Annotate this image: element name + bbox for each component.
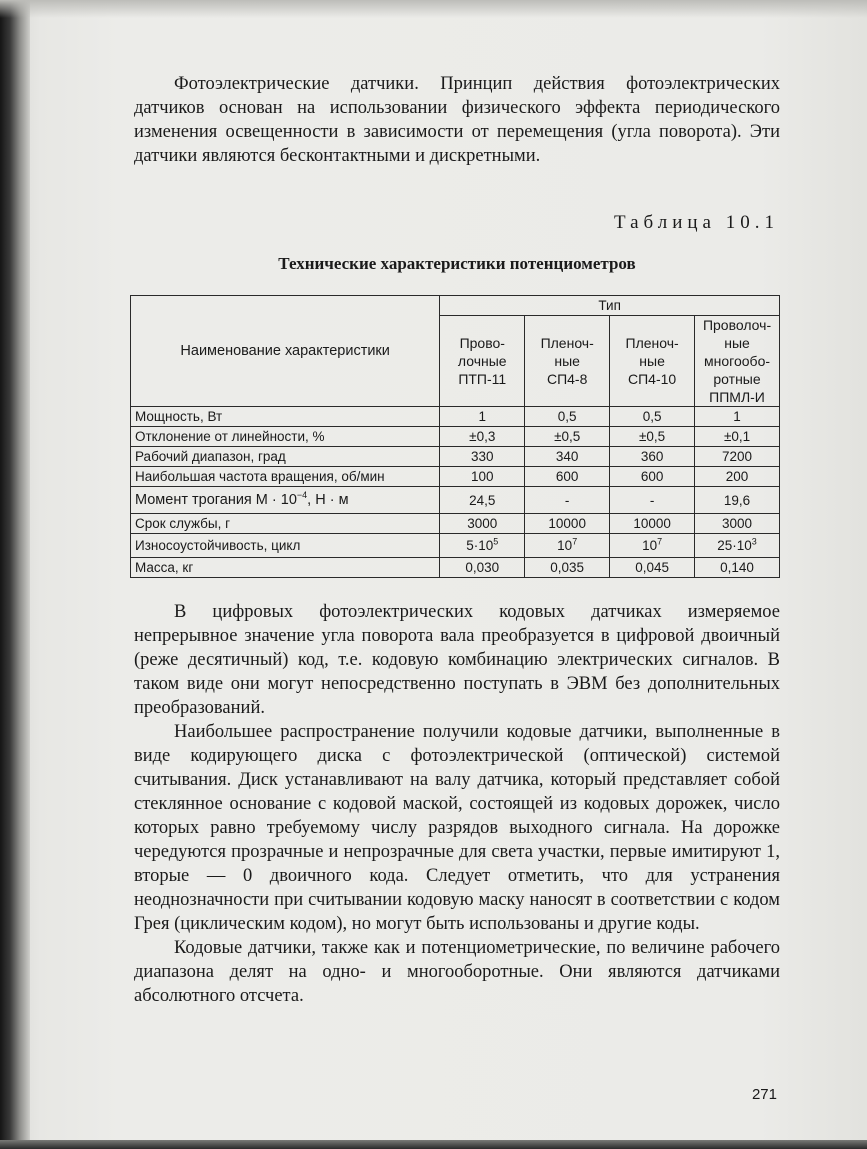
cell-value: ±0,1 <box>695 427 780 447</box>
cell-value-exponent: 3 <box>751 536 757 547</box>
cell-value: 0,5 <box>610 407 695 427</box>
page-number: 271 <box>751 1086 777 1103</box>
row-label-text: , Н · м <box>307 492 349 508</box>
cell-value: 330 <box>440 447 525 467</box>
row-label: Срок службы, г <box>131 514 440 534</box>
column-header-line: СП4-10 <box>628 371 677 387</box>
absolute-sensors-paragraph: Кодовые датчики, также как и потенциометрические, по величине рабочего диапазона делят на одно- и многооборотные. Они являются датчиками абсолютного отсчета. <box>134 938 780 1006</box>
cell-value-exponent: 7 <box>572 536 578 547</box>
row-label: Наибольшая частота вращения, об/мин <box>131 467 440 487</box>
row-label: Мощность, Вт <box>131 407 440 427</box>
intro-paragraph-text: Фотоэлектрические датчики. Принцип действия фотоэлектрических датчиков основан на использовании физического эффекта периодического изменения освещенности в зависимости от перемещения (угла поворота). Эти датчики являются бесконтактными и дискретными. <box>134 74 780 166</box>
table-row <box>131 427 780 447</box>
table-row <box>131 514 780 534</box>
row-label-exponent: −4 <box>296 490 308 501</box>
table-row <box>131 487 780 514</box>
column-header-sp4-10 <box>610 316 695 407</box>
column-header-line: ротные <box>713 371 761 387</box>
digital-sensors-paragraph: В цифровых фотоэлектрических кодовых датчиках измеряемое непрерывное значение угла поворота вала преобразуется в цифровой двоичный (реже десятичный) код, т.е. кодовую комбинацию электрических сигналов. В таком виде они могут непосредственно поступать в ЭВМ без дополнительных преобразований. <box>134 602 780 718</box>
cell-value-base: 5·10 <box>466 538 494 553</box>
cell-value: 200 <box>695 467 780 487</box>
row-label: Износоустойчивость, цикл <box>131 534 440 558</box>
column-header-line: ПТП-11 <box>458 371 507 387</box>
column-header-line: Проволоч- <box>702 317 772 333</box>
cell-value: ±0,3 <box>440 427 525 447</box>
cell-value: 24,5 <box>440 487 525 514</box>
cell-value <box>610 534 695 558</box>
cell-value: 0,030 <box>440 558 525 578</box>
cell-value: 10000 <box>525 514 610 534</box>
cell-value: 7200 <box>695 447 780 467</box>
cell-value <box>440 534 525 558</box>
column-header-line: ные <box>639 353 665 369</box>
cell-value <box>695 534 780 558</box>
cell-value: ±0,5 <box>610 427 695 447</box>
row-label: Отклонение от линейности, % <box>131 427 440 447</box>
cell-value: - <box>610 487 695 514</box>
table-title: Технические характеристики потенциометров <box>278 254 636 273</box>
column-header-line: СП4-8 <box>546 371 588 387</box>
row-label: Масса, кг <box>131 558 440 578</box>
cell-value: 0,035 <box>525 558 610 578</box>
cell-value: 3000 <box>695 514 780 534</box>
cell-value: 3000 <box>440 514 525 534</box>
potentiometer-spec-table <box>130 295 780 578</box>
cell-value: 600 <box>610 467 695 487</box>
cell-value-base: 25·10 <box>717 538 752 553</box>
table-header-row <box>131 296 780 316</box>
cell-value <box>525 534 610 558</box>
cell-value-base: 10 <box>642 538 658 553</box>
cell-value: 1 <box>440 407 525 427</box>
cell-value-base: 10 <box>557 538 573 553</box>
column-header-line: лочные <box>457 353 507 369</box>
column-header-line: Прово- <box>459 335 505 351</box>
row-label-text: Момент трогания М · 10 <box>135 492 297 508</box>
type-column-header: Тип <box>440 296 780 316</box>
column-header-line: Пленоч- <box>540 335 594 351</box>
name-column-header: Наименование характеристики <box>131 296 440 407</box>
cell-value: 0,5 <box>525 407 610 427</box>
cell-value: 100 <box>440 467 525 487</box>
page-top-shadow <box>0 0 867 18</box>
table-row <box>131 467 780 487</box>
table-row <box>131 558 780 578</box>
column-header-line: многообо- <box>704 353 771 369</box>
table-caption: Таблица 10.1 <box>613 212 779 233</box>
cell-value: 360 <box>610 447 695 467</box>
cell-value: ±0,5 <box>525 427 610 447</box>
cell-value: 0,140 <box>695 558 780 578</box>
intro-paragraph <box>134 72 780 168</box>
column-header-ptp11 <box>440 316 525 407</box>
column-header-line: ППМЛ-И <box>709 389 765 405</box>
cell-value: - <box>525 487 610 514</box>
column-header-line: ные <box>724 335 750 351</box>
code-disk-paragraph: Наибольшее распространение получили кодовые датчики, выполненные в виде кодирующего диска с фотоэлектрической (оптической) системой считывания. Диск устанавливают на валу датчика, который представляет собой стеклянное основание с кодовой маской, состоящей из кодовых дорожек, число которых равно требуемому числу разрядов выходного сигнала. На дорожке чередуются прозрачные и непрозрачные для света участки, первые имитируют 1, вторые — 0 двоичного кода. Следует отметить, что для устранения неоднозначности при считывании кодовую маску наносят в соответствии с кодом Грея (циклическим кодом), но могут быть использованы и другие коды. <box>134 722 780 934</box>
table-row <box>131 447 780 467</box>
column-header-line: Пленоч- <box>625 335 679 351</box>
cell-value: 10000 <box>610 514 695 534</box>
cell-value: 600 <box>525 467 610 487</box>
row-label <box>131 487 440 514</box>
cell-value: 1 <box>695 407 780 427</box>
cell-value: 0,045 <box>610 558 695 578</box>
table-row <box>131 407 780 427</box>
body-text <box>134 600 780 1008</box>
row-label: Рабочий диапазон, град <box>131 447 440 467</box>
table-row <box>131 534 780 558</box>
column-header-sp4-8 <box>525 316 610 407</box>
page-bottom-edge <box>0 1140 867 1149</box>
cell-value-exponent: 7 <box>657 536 663 547</box>
cell-value-exponent: 5 <box>493 536 499 547</box>
column-header-ppml-i <box>695 316 780 407</box>
cell-value: 19,6 <box>695 487 780 514</box>
book-spine-shadow <box>0 0 30 1149</box>
cell-value: 340 <box>525 447 610 467</box>
column-header-line: ные <box>554 353 580 369</box>
